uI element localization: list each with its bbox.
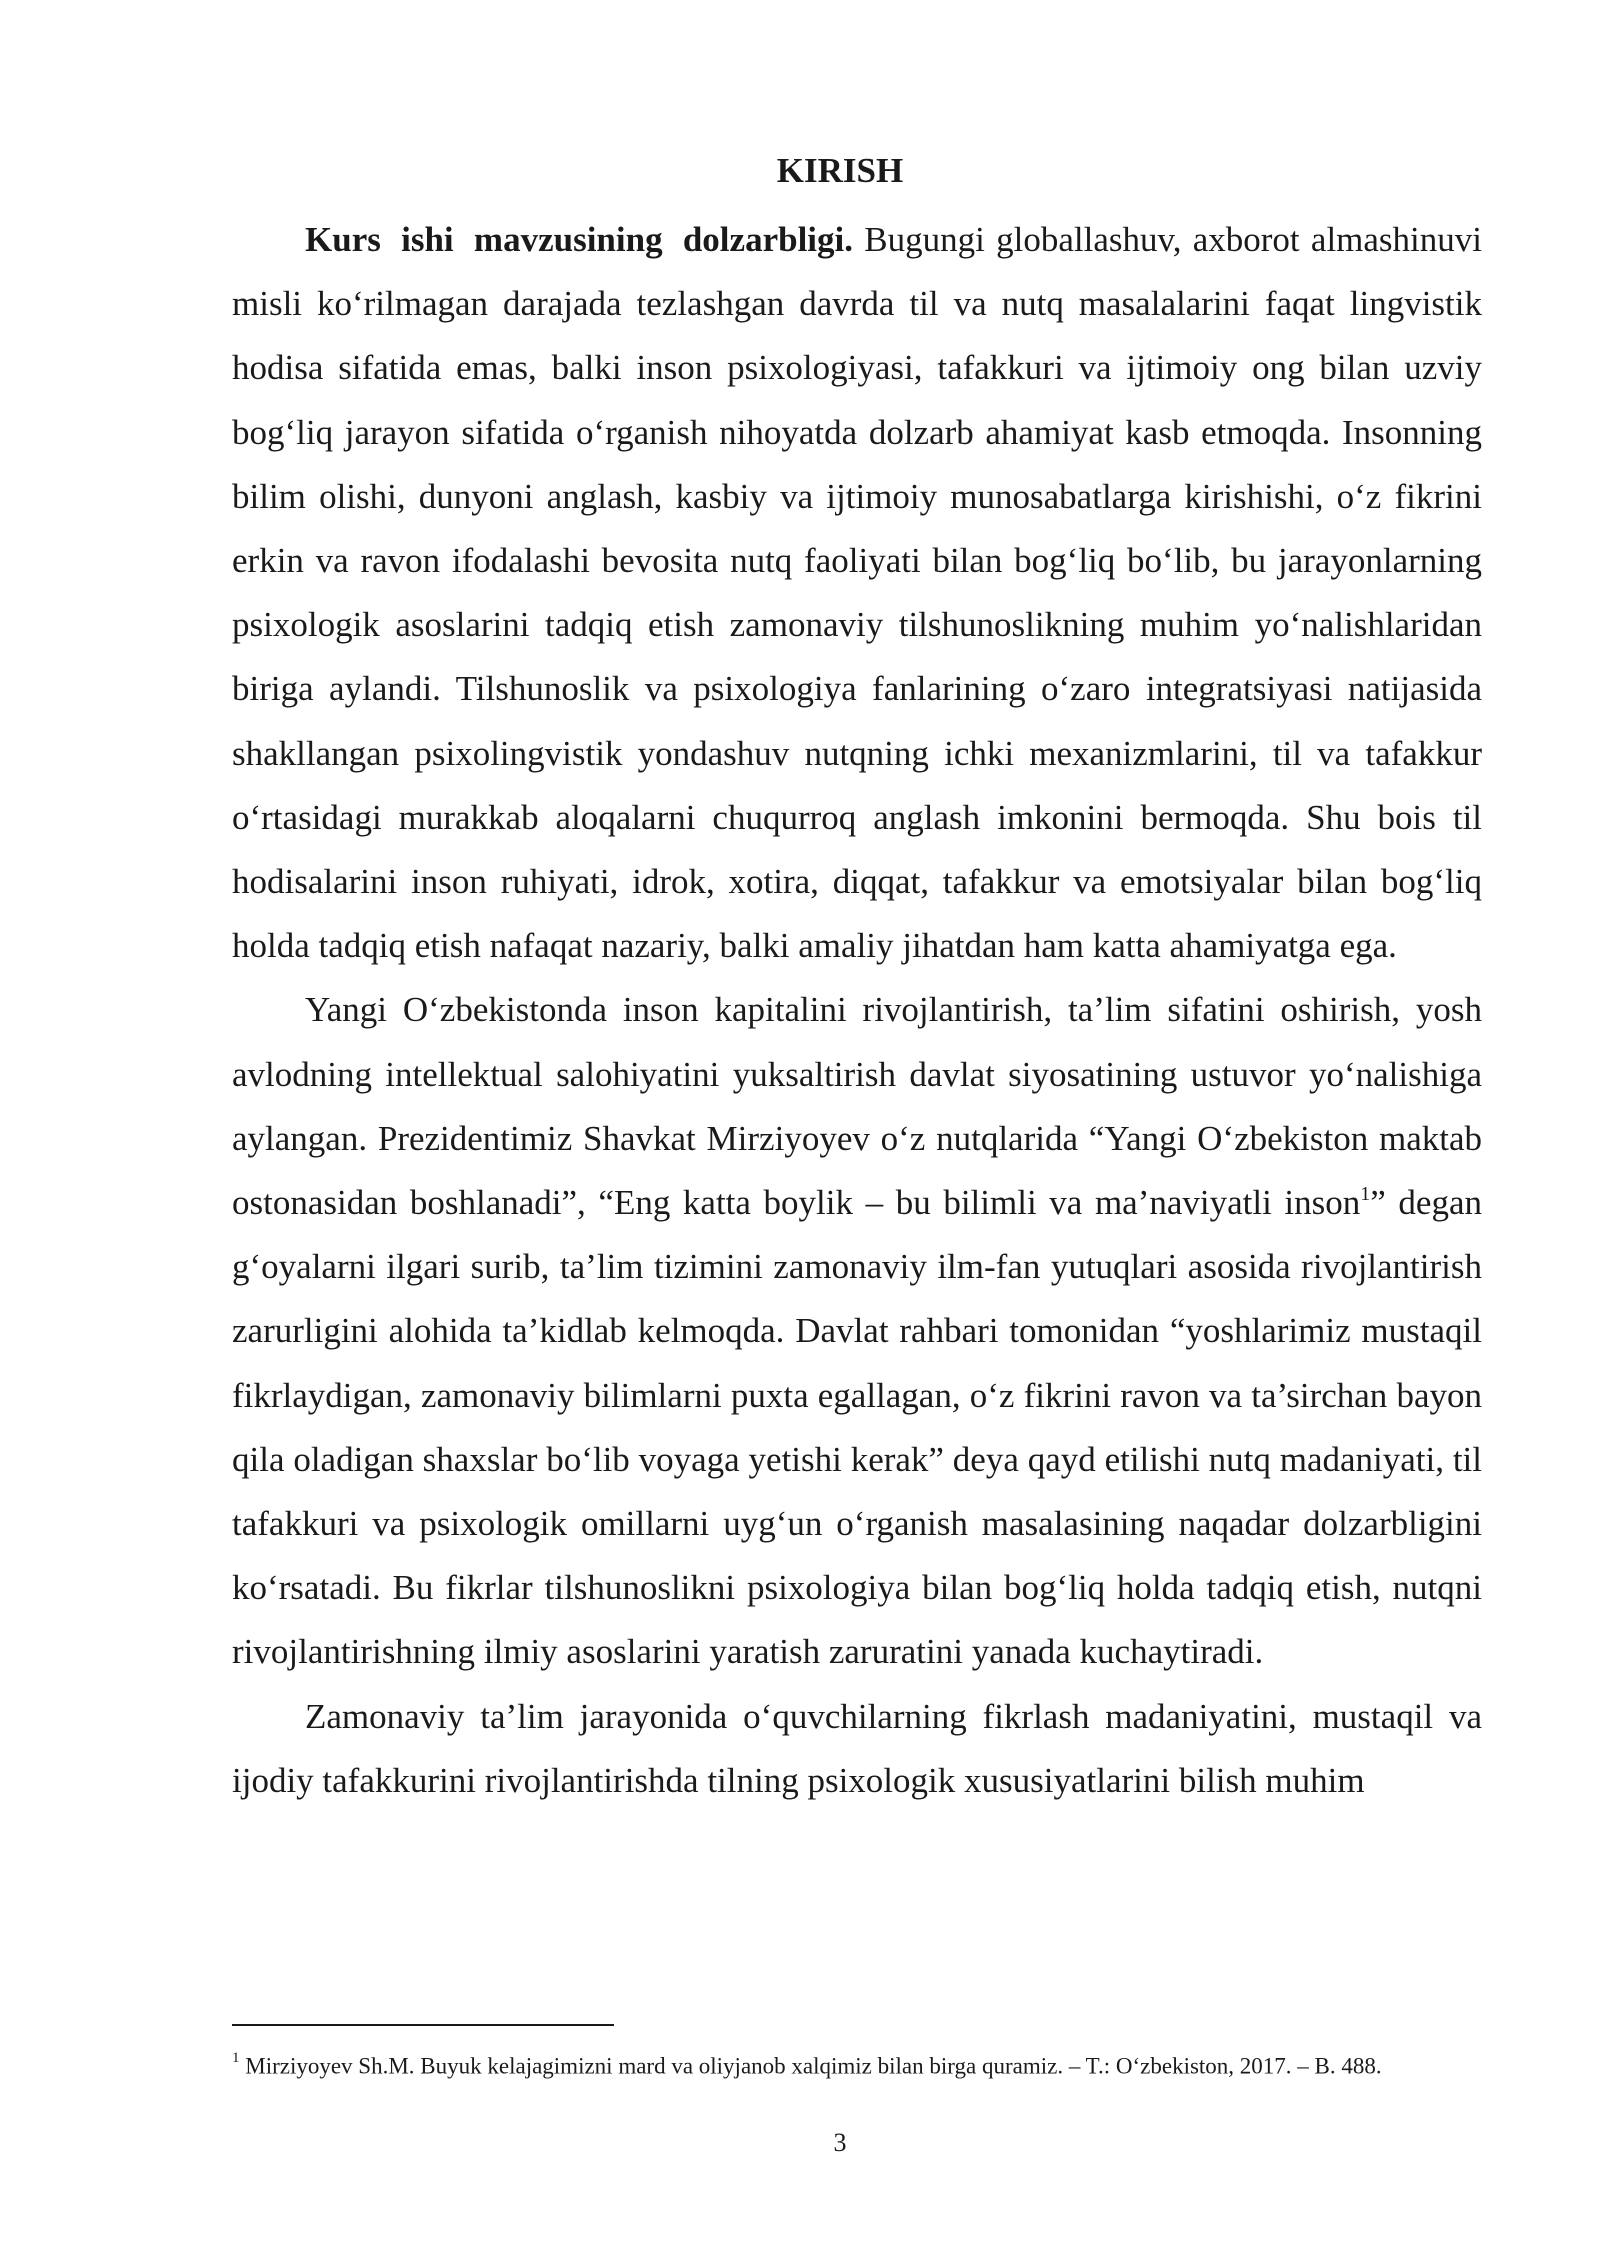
footnote-marker: 1 [232,2050,240,2066]
paragraph-text: Zamonaviy ta’lim jarayonida o‘quvchilarning fikrlash madaniyatini, mustaqil va ijodiy tafakkurini rivojlantirishda tilning psixologik xususiyatlarini bilish muhim [232,1696,1482,1800]
page-number: 3 [833,2128,847,2157]
paragraph-text: Yangi O‘zbekistonda inson kapitalini rivojlantirish, ta’lim sifatini oshirish, yosh avlodning intellektual salohiyatini yuksaltirish davlat siyosatining ustuvor yo‘nalishiga aylangan. Prezidentimiz Shavkat Mirziyoyev o‘z nutqlarida “Yangi O‘zbekiston maktab ostonasidan boshlanadi”, “Eng katta boylik – bu bilimli va ma’naviyatli inson [232,990,1482,1223]
paragraph-lead-bold: Kurs ishi mavzusining dolzarbligi. [305,220,853,259]
footnote-divider [232,2024,614,2026]
section-heading: KIRISH [776,151,904,190]
footnote-text: Mirziyoyev Sh.M. Buyuk kelajagimizni mard va oliyjanob xalqimiz bilan birga quramiz. – T.: O‘zbekiston, 2017. – B. 488. [239,2053,1382,2079]
paragraph-text: ” degan g‘oyalarni ilgari surib, ta’lim tizimini zamonaviy ilm-fan yutuqlari asosida rivojlantirish zarurligini alohida ta’kidlab kelmoqda. Davlat rahbari tomonidan “yoshlarimiz mustaqil fikrlaydigan, zamonaviy bilimlarni puxta egallagan, o‘z fikrini ravon va ta’sirchan bayon qila oladigan shaxslar bo‘lib voyaga yetishi kerak” deya qayd etilishi nutq madaniyati, til tafakkuri va psixologik omillarni uyg‘un o‘rganish masalasining naqadar dolzarbligini ko‘rsatadi. Bu fikrlar tilshunoslikni psixologiya bilan bog‘liq holda tadqiq etish, nutqni rivojlantirishning ilmiy asoslarini yaratish zaruratini yanada kuchaytiradi. [232,1183,1482,1672]
footnote-reference[interactable]: 1 [1360,1183,1371,1206]
paragraph-relevance [232,208,1482,978]
body-text [232,208,1482,1813]
paragraph-new-uzbekistan [232,978,1482,1684]
paragraph-modern-education [232,1685,1482,1813]
footnote [232,2047,1482,2081]
paragraph-text: Bugungi globallashuv, axborot almashinuvi misli ko‘rilmagan darajada tezlashgan davrda til va nutq masalalarini faqat lingvistik hodisa sifatida emas, balki inson psixologiyasi, tafakkuri va ijtimoiy ong bilan uzviy bog‘liq jarayon sifatida o‘rganish nihoyatda dolzarb ahamiyat kasb etmoqda. Insonning bilim olishi, dunyoni anglash, kasbiy va ijtimoiy munosabatlarga kirishishi, o‘z fikrini erkin va ravon ifodalashi bevosita nutq faoliyati bilan bog‘liq bo‘lib, bu jarayonlarning psixologik asoslarini tadqiq etish zamonaviy tilshunoslikning muhim yo‘nalishlaridan biriga aylandi. Tilshunoslik va psixologiya fanlarining o‘zaro integratsiyasi natijasida shakllangan psixolingvistik yondashuv nutqning ichki mexanizmlarini, til va tafakkur o‘rtasidagi murakkab aloqalarni chuqurroq anglash imkonini bermoqda. Shu bois til hodisalarini inson ruhiyati, idrok, xotira, diqqat, tafakkur va emotsiyalar bilan bog‘liq holda tadqiq etish nafaqat nazariy, balki amaliy jihatdan ham katta ahamiyatga ega. [232,220,1483,966]
